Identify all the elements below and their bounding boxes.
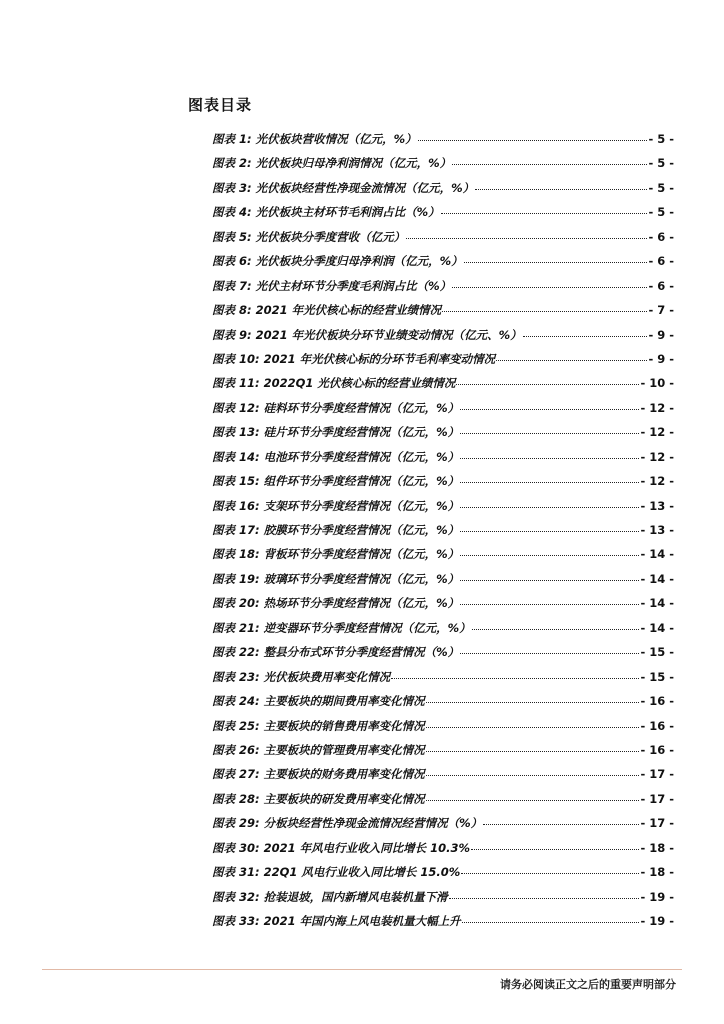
toc-dot-leader <box>460 481 639 483</box>
toc-entry-title: 抢装退坡，国内新增风电装机量下滑 <box>263 889 448 904</box>
footer-divider <box>42 969 682 970</box>
toc-entry-text <box>212 714 425 738</box>
toc-entry-text <box>212 787 425 811</box>
toc-entry-label: 图表 19: <box>212 571 260 586</box>
footer-disclaimer: 请务必阅读正文之后的重要声明部分 <box>500 978 676 991</box>
toc-entry-text <box>212 762 425 786</box>
toc-dot-leader <box>460 652 639 654</box>
toc-entry[interactable] <box>212 665 674 689</box>
toc-entry-page: - 16 - <box>640 694 674 709</box>
toc-dot-leader <box>426 750 640 752</box>
toc-entry-text <box>212 347 495 371</box>
toc-entry-page: - 13 - <box>640 523 674 537</box>
toc-dot-leader <box>460 579 639 581</box>
toc-entry-text <box>212 249 463 273</box>
toc-dot-leader <box>442 310 647 312</box>
toc-entry-title: 背板环节分季度经营情况（亿元，%） <box>263 547 460 562</box>
toc-entry-title: 主要板块的期间费用率变化情况 <box>263 694 425 709</box>
toc-entry-title: 主要板块的管理费用率变化情况 <box>263 742 425 757</box>
toc-entry[interactable] <box>212 445 674 469</box>
toc-entry-page: - 17 - <box>640 767 674 782</box>
toc-entry-title: 玻璃环节分季度经营情况（亿元，%） <box>263 571 460 586</box>
toc-entry-title: 逆变器环节分季度经营情况（亿元，%） <box>263 620 471 635</box>
toc-entry[interactable] <box>212 151 674 175</box>
toc-entry-title: 光伏板块经营性净现金流情况（亿元，%） <box>255 180 475 195</box>
toc-entry-label: 图表 2: <box>212 156 252 171</box>
toc-entry-text <box>212 591 459 615</box>
toc-dot-leader <box>462 921 640 923</box>
toc-entry-page: - 7 - <box>648 303 674 318</box>
toc-entry-label: 图表 24: <box>212 694 260 709</box>
toc-entry-page: - 10 - <box>640 376 674 391</box>
toc-entry-label: 图表 15: <box>212 474 260 489</box>
toc-dot-leader <box>418 139 648 141</box>
toc-dot-leader <box>460 530 639 532</box>
toc-entry-text <box>212 811 482 835</box>
toc-entry[interactable] <box>212 518 674 542</box>
toc-entry-text <box>212 909 461 933</box>
toc-entry-text <box>212 323 522 347</box>
toc-entry-title: 主要板块的财务费用率变化情况 <box>263 767 425 782</box>
toc-entry-page: - 12 - <box>640 400 674 415</box>
toc-entry-label: 图表 5: <box>212 229 252 244</box>
toc-entry-page: - 5 - <box>648 132 674 146</box>
toc-entry-label: 图表 12: <box>212 400 260 415</box>
toc-entry-page: - 14 - <box>640 571 674 586</box>
toc-entry-title: 光伏板块分季度营收（亿元） <box>255 229 406 244</box>
toc-entry[interactable] <box>212 494 674 518</box>
toc-entry-label: 图表 28: <box>212 791 260 806</box>
toc-entry-page: - 19 - <box>640 914 674 928</box>
toc-entry-label: 图表 11: <box>212 376 260 391</box>
toc-entry-page: - 17 - <box>640 791 674 806</box>
toc-title: 图表目录 <box>188 96 253 114</box>
toc-entry-text <box>212 616 471 640</box>
toc-entry-title: 光伏板块分季度归母净利润（亿元，%） <box>255 254 463 269</box>
toc-entry-page: - 19 - <box>640 889 674 904</box>
toc-entry-page: - 6 - <box>648 278 674 293</box>
toc-dot-leader <box>464 261 648 263</box>
toc-list <box>212 127 674 933</box>
toc-entry-label: 图表 25: <box>212 718 260 733</box>
toc-entry-text <box>212 371 455 395</box>
toc-entry-text <box>212 151 451 175</box>
toc-entry-text <box>212 665 390 689</box>
toc-entry-label: 图表 27: <box>212 767 260 782</box>
toc-entry-text <box>212 836 470 860</box>
toc-entry[interactable] <box>212 200 674 224</box>
toc-entry-page: - 14 - <box>640 547 674 562</box>
toc-entry[interactable] <box>212 885 674 909</box>
toc-entry[interactable] <box>212 127 674 151</box>
toc-entry-text <box>212 274 451 298</box>
toc-entry[interactable] <box>212 249 674 273</box>
toc-entry-page: - 16 - <box>640 718 674 733</box>
toc-entry-text <box>212 860 460 884</box>
toc-dot-leader <box>483 823 639 825</box>
toc-entry-label: 图表 14: <box>212 449 260 464</box>
toc-entry-text <box>212 176 474 200</box>
toc-entry[interactable] <box>212 176 674 200</box>
toc-entry-title: 硅片环节分季度经营情况（亿元，%） <box>263 425 460 440</box>
toc-entry-label: 图表 20: <box>212 596 260 611</box>
toc-entry-title: 2021 年光伏核心标的分环节毛利率变动情况 <box>263 351 496 366</box>
toc-dot-leader <box>441 212 648 214</box>
toc-entry-page: - 16 - <box>640 742 674 757</box>
toc-entry-text <box>212 127 417 151</box>
toc-entry-label: 图表 4: <box>212 205 252 220</box>
toc-entry[interactable] <box>212 469 674 493</box>
toc-entry-page: - 17 - <box>640 816 674 831</box>
toc-entry-title: 光伏板块主材环节毛利润占比（%） <box>255 205 440 220</box>
toc-dot-leader <box>391 677 639 679</box>
toc-dot-leader <box>452 286 647 288</box>
toc-entry-label: 图表 29: <box>212 816 260 831</box>
toc-entry[interactable] <box>212 542 674 566</box>
toc-dot-leader <box>449 897 640 899</box>
toc-entry[interactable] <box>212 347 674 371</box>
toc-entry-page: - 13 - <box>640 498 674 513</box>
toc-entry-label: 图表 17: <box>212 523 260 537</box>
toc-entry-page: - 9 - <box>648 327 674 342</box>
toc-entry-label: 图表 3: <box>212 180 252 195</box>
toc-entry-page: - 12 - <box>640 449 674 464</box>
toc-entry-page: - 15 - <box>640 645 674 660</box>
toc-entry-title: 分板块经营性净现金流情况经营情况（%） <box>263 816 483 831</box>
toc-entry-text <box>212 567 459 591</box>
toc-entry-label: 图表 13: <box>212 425 260 440</box>
toc-dot-leader <box>452 163 647 165</box>
toc-entry-page: - 5 - <box>648 205 674 220</box>
toc-dot-leader <box>426 726 640 728</box>
toc-entry-label: 图表 8: <box>212 303 252 318</box>
toc-entry-text <box>212 420 459 444</box>
toc-dot-leader <box>426 701 640 703</box>
toc-entry-text <box>212 542 459 566</box>
toc-entry-title: 支架环节分季度经营情况（亿元，%） <box>263 498 460 513</box>
toc-entry-label: 图表 33: <box>212 914 260 928</box>
toc-entry-label: 图表 31: <box>212 865 260 880</box>
toc-entry-page: - 18 - <box>640 840 674 855</box>
toc-entry-title: 整县分布式环节分季度经营情况（%） <box>263 645 460 660</box>
toc-dot-leader <box>475 188 647 190</box>
toc-entry-label: 图表 1: <box>212 132 252 146</box>
toc-entry[interactable] <box>212 420 674 444</box>
toc-entry-text <box>212 200 440 224</box>
toc-entry[interactable] <box>212 811 674 835</box>
toc-entry-label: 图表 32: <box>212 889 260 904</box>
toc-entry-page: - 12 - <box>640 425 674 440</box>
toc-entry-text <box>212 225 405 249</box>
toc-entry-text <box>212 445 459 469</box>
toc-entry-title: 22Q1 风电行业收入同比增长 15.0% <box>263 865 461 880</box>
toc-entry-label: 图表 18: <box>212 547 260 562</box>
toc-entry[interactable] <box>212 567 674 591</box>
toc-entry-title: 2021 年光伏板块分环节业绩变动情况（亿元、%） <box>255 327 522 342</box>
toc-dot-leader <box>426 774 640 776</box>
toc-entry-title: 2021 年风电行业收入同比增长 10.3% <box>263 840 471 855</box>
toc-dot-leader <box>460 457 639 459</box>
toc-entry-page: - 6 - <box>648 229 674 244</box>
toc-entry-label: 图表 9: <box>212 327 252 342</box>
toc-entry-label: 图表 7: <box>212 278 252 293</box>
toc-entry-title: 光伏板块营收情况（亿元，%） <box>255 132 417 146</box>
toc-entry-page: - 14 - <box>640 620 674 635</box>
toc-entry-title: 硅料环节分季度经营情况（亿元，%） <box>263 400 460 415</box>
toc-entry-page: - 6 - <box>648 254 674 269</box>
toc-entry[interactable] <box>212 909 674 933</box>
toc-entry-label: 图表 26: <box>212 742 260 757</box>
toc-entry-label: 图表 21: <box>212 620 260 635</box>
toc-entry-text <box>212 298 441 322</box>
toc-entry[interactable] <box>212 323 674 347</box>
toc-dot-leader <box>456 383 639 385</box>
toc-entry-page: - 18 - <box>640 865 674 880</box>
toc-entry-title: 主要板块的研发费用率变化情况 <box>263 791 425 806</box>
toc-dot-leader <box>460 554 639 556</box>
toc-entry-label: 图表 6: <box>212 254 252 269</box>
toc-entry-title: 2021 年光伏核心标的经营业绩情况 <box>255 303 442 318</box>
toc-entry-title: 胶膜环节分季度经营情况（亿元，%） <box>263 523 460 537</box>
toc-dot-leader <box>472 628 640 630</box>
toc-entry-page: - 9 - <box>648 351 674 366</box>
toc-entry-text <box>212 689 425 713</box>
toc-entry-title: 热场环节分季度经营情况（亿元，%） <box>263 596 460 611</box>
toc-entry[interactable] <box>212 225 674 249</box>
toc-dot-leader <box>406 237 647 239</box>
toc-entry-label: 图表 16: <box>212 498 260 513</box>
toc-entry-title: 光伏板块费用率变化情况 <box>263 669 391 684</box>
toc-entry[interactable] <box>212 860 674 884</box>
toc-entry-title: 主要板块的销售费用率变化情况 <box>263 718 425 733</box>
toc-entry[interactable] <box>212 640 674 664</box>
toc-entry-page: - 15 - <box>640 669 674 684</box>
toc-dot-leader <box>460 432 639 434</box>
toc-entry-text <box>212 469 459 493</box>
toc-dot-leader <box>523 335 648 337</box>
toc-entry[interactable] <box>212 787 674 811</box>
toc-entry-text <box>212 518 459 542</box>
toc-dot-leader <box>426 799 640 801</box>
toc-entry-label: 图表 22: <box>212 645 260 660</box>
toc-entry-title: 2021 年国内海上风电装机量大幅上升 <box>263 914 461 928</box>
toc-entry-title: 组件环节分季度经营情况（亿元，%） <box>263 474 460 489</box>
toc-entry[interactable] <box>212 836 674 860</box>
toc-entry-text <box>212 885 448 909</box>
toc-entry-title: 光伏主材环节分季度毛利润占比（%） <box>255 278 452 293</box>
toc-entry-title: 电池环节分季度经营情况（亿元，%） <box>263 449 460 464</box>
toc-entry-label: 图表 23: <box>212 669 260 684</box>
toc-dot-leader <box>460 408 639 410</box>
toc-entry[interactable] <box>212 689 674 713</box>
toc-entry[interactable] <box>212 371 674 395</box>
toc-entry-text <box>212 494 459 518</box>
toc-entry-text <box>212 396 459 420</box>
toc-entry-title: 光伏板块归母净利润情况（亿元，%） <box>255 156 452 171</box>
toc-dot-leader <box>461 872 639 874</box>
toc-entry-title: 2022Q1 光伏核心标的经营业绩情况 <box>263 376 456 391</box>
toc-entry-text <box>212 640 459 664</box>
toc-entry-label: 图表 30: <box>212 840 260 855</box>
toc-entry-page: - 14 - <box>640 596 674 611</box>
toc-entry[interactable] <box>212 738 674 762</box>
toc-entry-text <box>212 738 425 762</box>
toc-dot-leader <box>496 359 647 361</box>
toc-entry[interactable] <box>212 396 674 420</box>
toc-entry[interactable] <box>212 714 674 738</box>
toc-entry-page: - 5 - <box>648 156 674 171</box>
toc-entry-page: - 12 - <box>640 474 674 489</box>
toc-entry[interactable] <box>212 762 674 786</box>
toc-entry-label: 图表 10: <box>212 351 260 366</box>
toc-dot-leader <box>460 603 639 605</box>
toc-entry[interactable] <box>212 616 674 640</box>
toc-entry[interactable] <box>212 298 674 322</box>
toc-entry[interactable] <box>212 274 674 298</box>
toc-dot-leader <box>471 848 639 850</box>
toc-dot-leader <box>460 506 639 508</box>
toc-entry-page: - 5 - <box>648 180 674 195</box>
toc-entry[interactable] <box>212 591 674 615</box>
